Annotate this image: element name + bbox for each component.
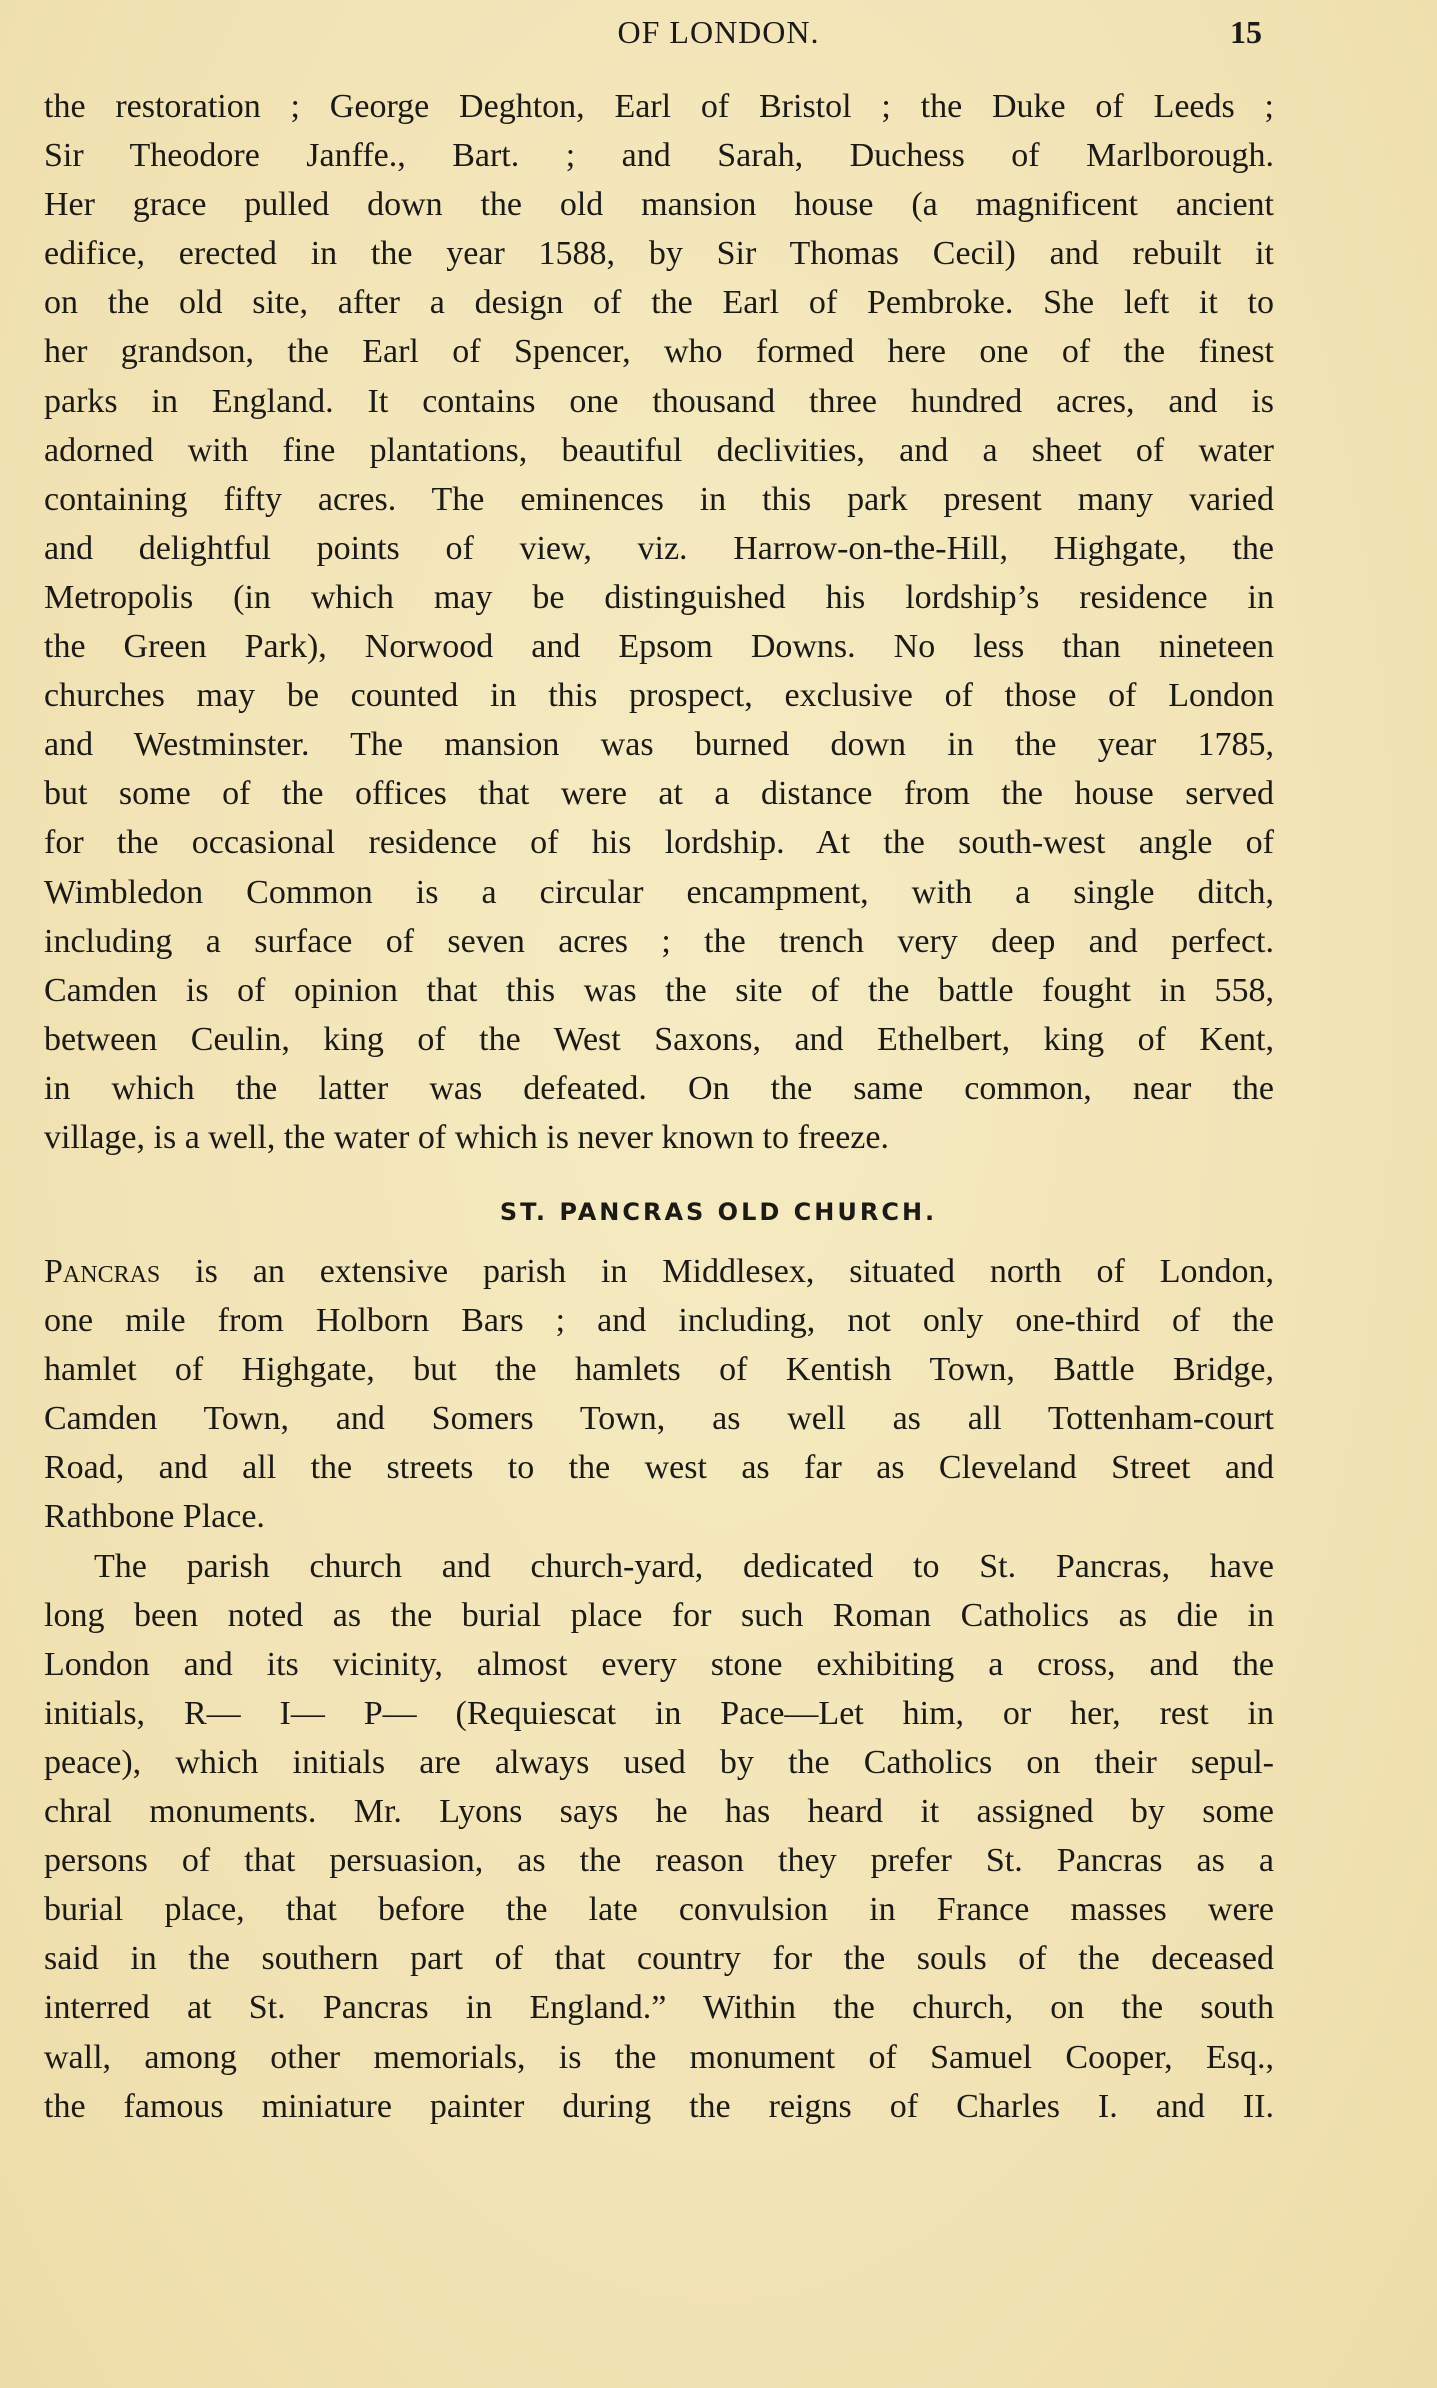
text-line: Camden Town, and Somers Town, as well as all Tottenham-court xyxy=(44,1400,1274,1438)
text-line: The parish church and church-yard, dedicated to St. Pancras, have xyxy=(94,1547,1274,1585)
text-line: initials, R— I— P— (Requiescat in Pace—Let him, or her, rest in xyxy=(44,1694,1274,1732)
text-line: village, is a well, the water of which is never known to freeze. xyxy=(44,1118,889,1156)
text-line: persons of that persuasion, as the reason they prefer St. Pancras as a xyxy=(44,1842,1274,1880)
lead-line-rest: is an extensive parish in Middlesex, situated north of London, xyxy=(160,1253,1274,1290)
text-line: the famous miniature painter during the reigns of Charles I. and II. xyxy=(44,2087,1274,2125)
text-line: between Ceulin, king of the West Saxons, and Ethelbert, king of Kent, xyxy=(44,1020,1274,1058)
text-line: Metropolis (in which may be distinguished his lordship’s residence in xyxy=(44,578,1274,616)
text-line: parks in England. It contains one thousand three hundred acres, and is xyxy=(44,382,1274,420)
text-line: said in the southern part of that country for the souls of the deceased xyxy=(44,1940,1274,1978)
running-head-title: OF LONDON. xyxy=(617,14,820,50)
text-line: edifice, erected in the year 1588, by Sir Thomas Cecil) and rebuilt it xyxy=(44,235,1274,273)
text-line: including a surface of seven acres ; the trench very deep and perfect. xyxy=(44,922,1274,960)
text-line: Road, and all the streets to the west as far as Cleveland Street and xyxy=(44,1449,1274,1487)
text-line: one mile from Holborn Bars ; and including, not only one-third of the xyxy=(44,1302,1274,1340)
text-line: in which the latter was defeated. On the same common, near the xyxy=(44,1069,1274,1107)
text-line: Sir Theodore Janffe., Bart. ; and Sarah, Duchess of Marlborough. xyxy=(44,137,1274,175)
text-line: London and its vicinity, almost every stone exhibiting a cross, and the xyxy=(44,1645,1274,1683)
text-line: interred at St. Pancras in England.” Within the church, on the south xyxy=(44,1989,1274,2027)
text-line-lead xyxy=(44,1247,1274,1296)
text-line: on the old site, after a design of the Earl of Pembroke. She left it to xyxy=(44,284,1274,322)
text-line: hamlet of Highgate, but the hamlets of Kentish Town, Battle Bridge, xyxy=(44,1351,1274,1389)
text-line: but some of the offices that were at a distance from the house served xyxy=(44,775,1274,813)
section-body xyxy=(44,1247,1274,2131)
text-line: and delightful points of view, viz. Harrow-on-the-Hill, Highgate, the xyxy=(44,529,1274,567)
text-line: Wimbledon Common is a circular encampment, with a single ditch, xyxy=(44,873,1274,911)
text-line: and Westminster. The mansion was burned down in the year 1785, xyxy=(44,726,1274,764)
text-line: the restoration ; George Deghton, Earl of Bristol ; the Duke of Leeds ; xyxy=(44,88,1274,125)
section-heading: ST. PANCRAS OLD CHURCH. xyxy=(499,1198,938,1226)
lead-word: Pancras xyxy=(44,1253,161,1290)
text-line: Her grace pulled down the old mansion house (a magnificent ancient xyxy=(44,186,1274,224)
text-line: the Green Park), Norwood and Epsom Downs. No less than nineteen xyxy=(44,628,1274,666)
text-line: chral monuments. Mr. Lyons says he has heard it assigned by some xyxy=(44,1793,1274,1831)
running-head xyxy=(0,10,1437,54)
text-line: Rathbone Place. xyxy=(44,1498,265,1536)
text-line: for the occasional residence of his lordship. At the south-west angle of xyxy=(44,824,1274,862)
text-line: adorned with fine plantations, beautiful declivities, and a sheet of water xyxy=(44,431,1274,469)
continued-paragraph xyxy=(44,82,1274,1162)
text-line: containing fifty acres. The eminences in this park present many varied xyxy=(44,480,1274,518)
text-line: burial place, that before the late convulsion in France masses were xyxy=(44,1891,1274,1929)
page-number: 15 xyxy=(1230,14,1262,50)
text-line: Camden is of opinion that this was the site of the battle fought in 558, xyxy=(44,971,1274,1009)
text-line: wall, among other memorials, is the monument of Samuel Cooper, Esq., xyxy=(44,2038,1274,2076)
text-line: her grandson, the Earl of Spencer, who formed here one of the finest xyxy=(44,333,1274,371)
text-line: peace), which initials are always used by the Catholics on their sepul- xyxy=(44,1743,1274,1781)
text-line: long been noted as the burial place for such Roman Catholics as die in xyxy=(44,1596,1274,1634)
text-line: churches may be counted in this prospect, exclusive of those of London xyxy=(44,677,1274,715)
